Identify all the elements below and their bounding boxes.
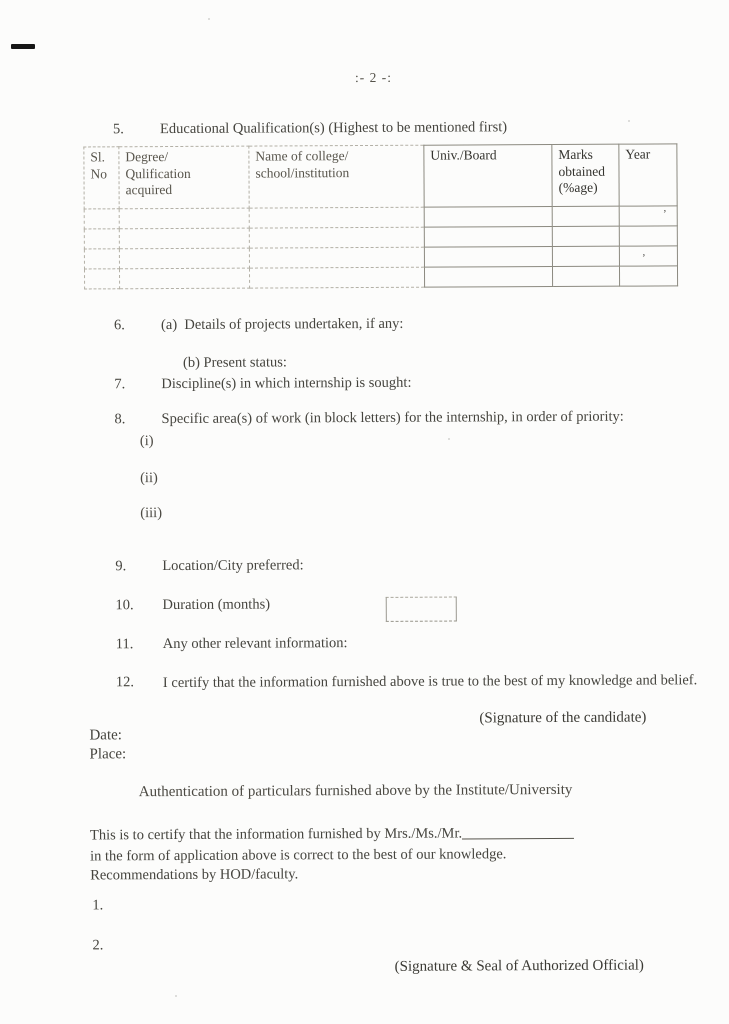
item-12-text: I certify that the information furnished above is true to the best of my knowledge and belief.	[162, 672, 698, 692]
item-8-text: Specific area(s) of work (in block letters) for the internship, in order of priority:	[161, 408, 624, 428]
col-header-sl-no: Sl. No	[84, 147, 119, 209]
item-10-number: 10.	[115, 597, 134, 614]
recommendation-1: 1.	[92, 897, 104, 914]
item-7-text: Discipline(s) in which internship is sought:	[161, 374, 412, 393]
col-header-college: Name of college/ school/institution	[249, 145, 424, 208]
signature-candidate-label: (Signature of the candidate)	[479, 709, 647, 727]
col-header-univ: Univ./Board	[424, 145, 552, 208]
certify-line-1	[90, 825, 574, 845]
item-9-text: Location/City preferred:	[162, 557, 304, 575]
certify-line-3: Recommendations by HOD/faculty.	[90, 866, 299, 884]
item-6a-text: (a) Details of projects undertaken, if any:	[160, 315, 404, 334]
scan-artifact: ’	[663, 208, 667, 221]
col-header-marks: Marks obtained (%age)	[552, 144, 619, 206]
item-6b-text: (b) Present status:	[182, 354, 287, 371]
recommendation-2: 2.	[92, 937, 104, 954]
item-8	[93, 389, 624, 449]
authentication-heading: Authentication of particulars furnished above by the Institute/University	[138, 781, 573, 801]
qualifications-table	[83, 143, 678, 289]
item-9-number: 9.	[115, 558, 127, 575]
item-5-text: Educational Qualification(s) (Highest to be mentioned first)	[159, 119, 508, 138]
item-8-sub-i: (i)	[139, 433, 154, 450]
item-11-number: 11.	[115, 636, 134, 653]
name-blank-line	[462, 838, 574, 840]
item-12-number: 12.	[115, 674, 135, 691]
item-8-number: 8.	[114, 411, 126, 428]
certify-line-1-text: This is to certify that the information furnished by Mrs./Ms./Mr.	[89, 825, 463, 844]
item-11-text: Any other relevant information:	[162, 635, 348, 653]
item-12	[94, 651, 715, 712]
page-number: :- 2 -:	[354, 69, 393, 86]
item-7-number: 7.	[114, 376, 126, 393]
col-header-year: Year	[619, 144, 677, 206]
col-header-degree: Degree/ Qulification acquired	[119, 146, 249, 209]
date-label: Date:	[89, 727, 122, 744]
signature-official-label: (Signature & Seal of Authorized Official)	[394, 957, 644, 975]
item-8-sub-ii: (ii)	[140, 470, 158, 487]
item-5-number: 5.	[112, 121, 124, 138]
item-8-sub-iii: (iii)	[140, 505, 163, 522]
item-6-number: 6.	[113, 317, 125, 334]
scan-artifact: ’	[641, 252, 646, 265]
place-label: Place:	[89, 746, 127, 763]
table-header-row	[84, 144, 677, 209]
item-10-text: Duration (months)	[162, 596, 271, 614]
certify-line-2: in the form of application above is correct to the best of our knowledge.	[90, 846, 507, 865]
table-row	[84, 266, 677, 289]
duration-fill-box	[386, 597, 457, 622]
